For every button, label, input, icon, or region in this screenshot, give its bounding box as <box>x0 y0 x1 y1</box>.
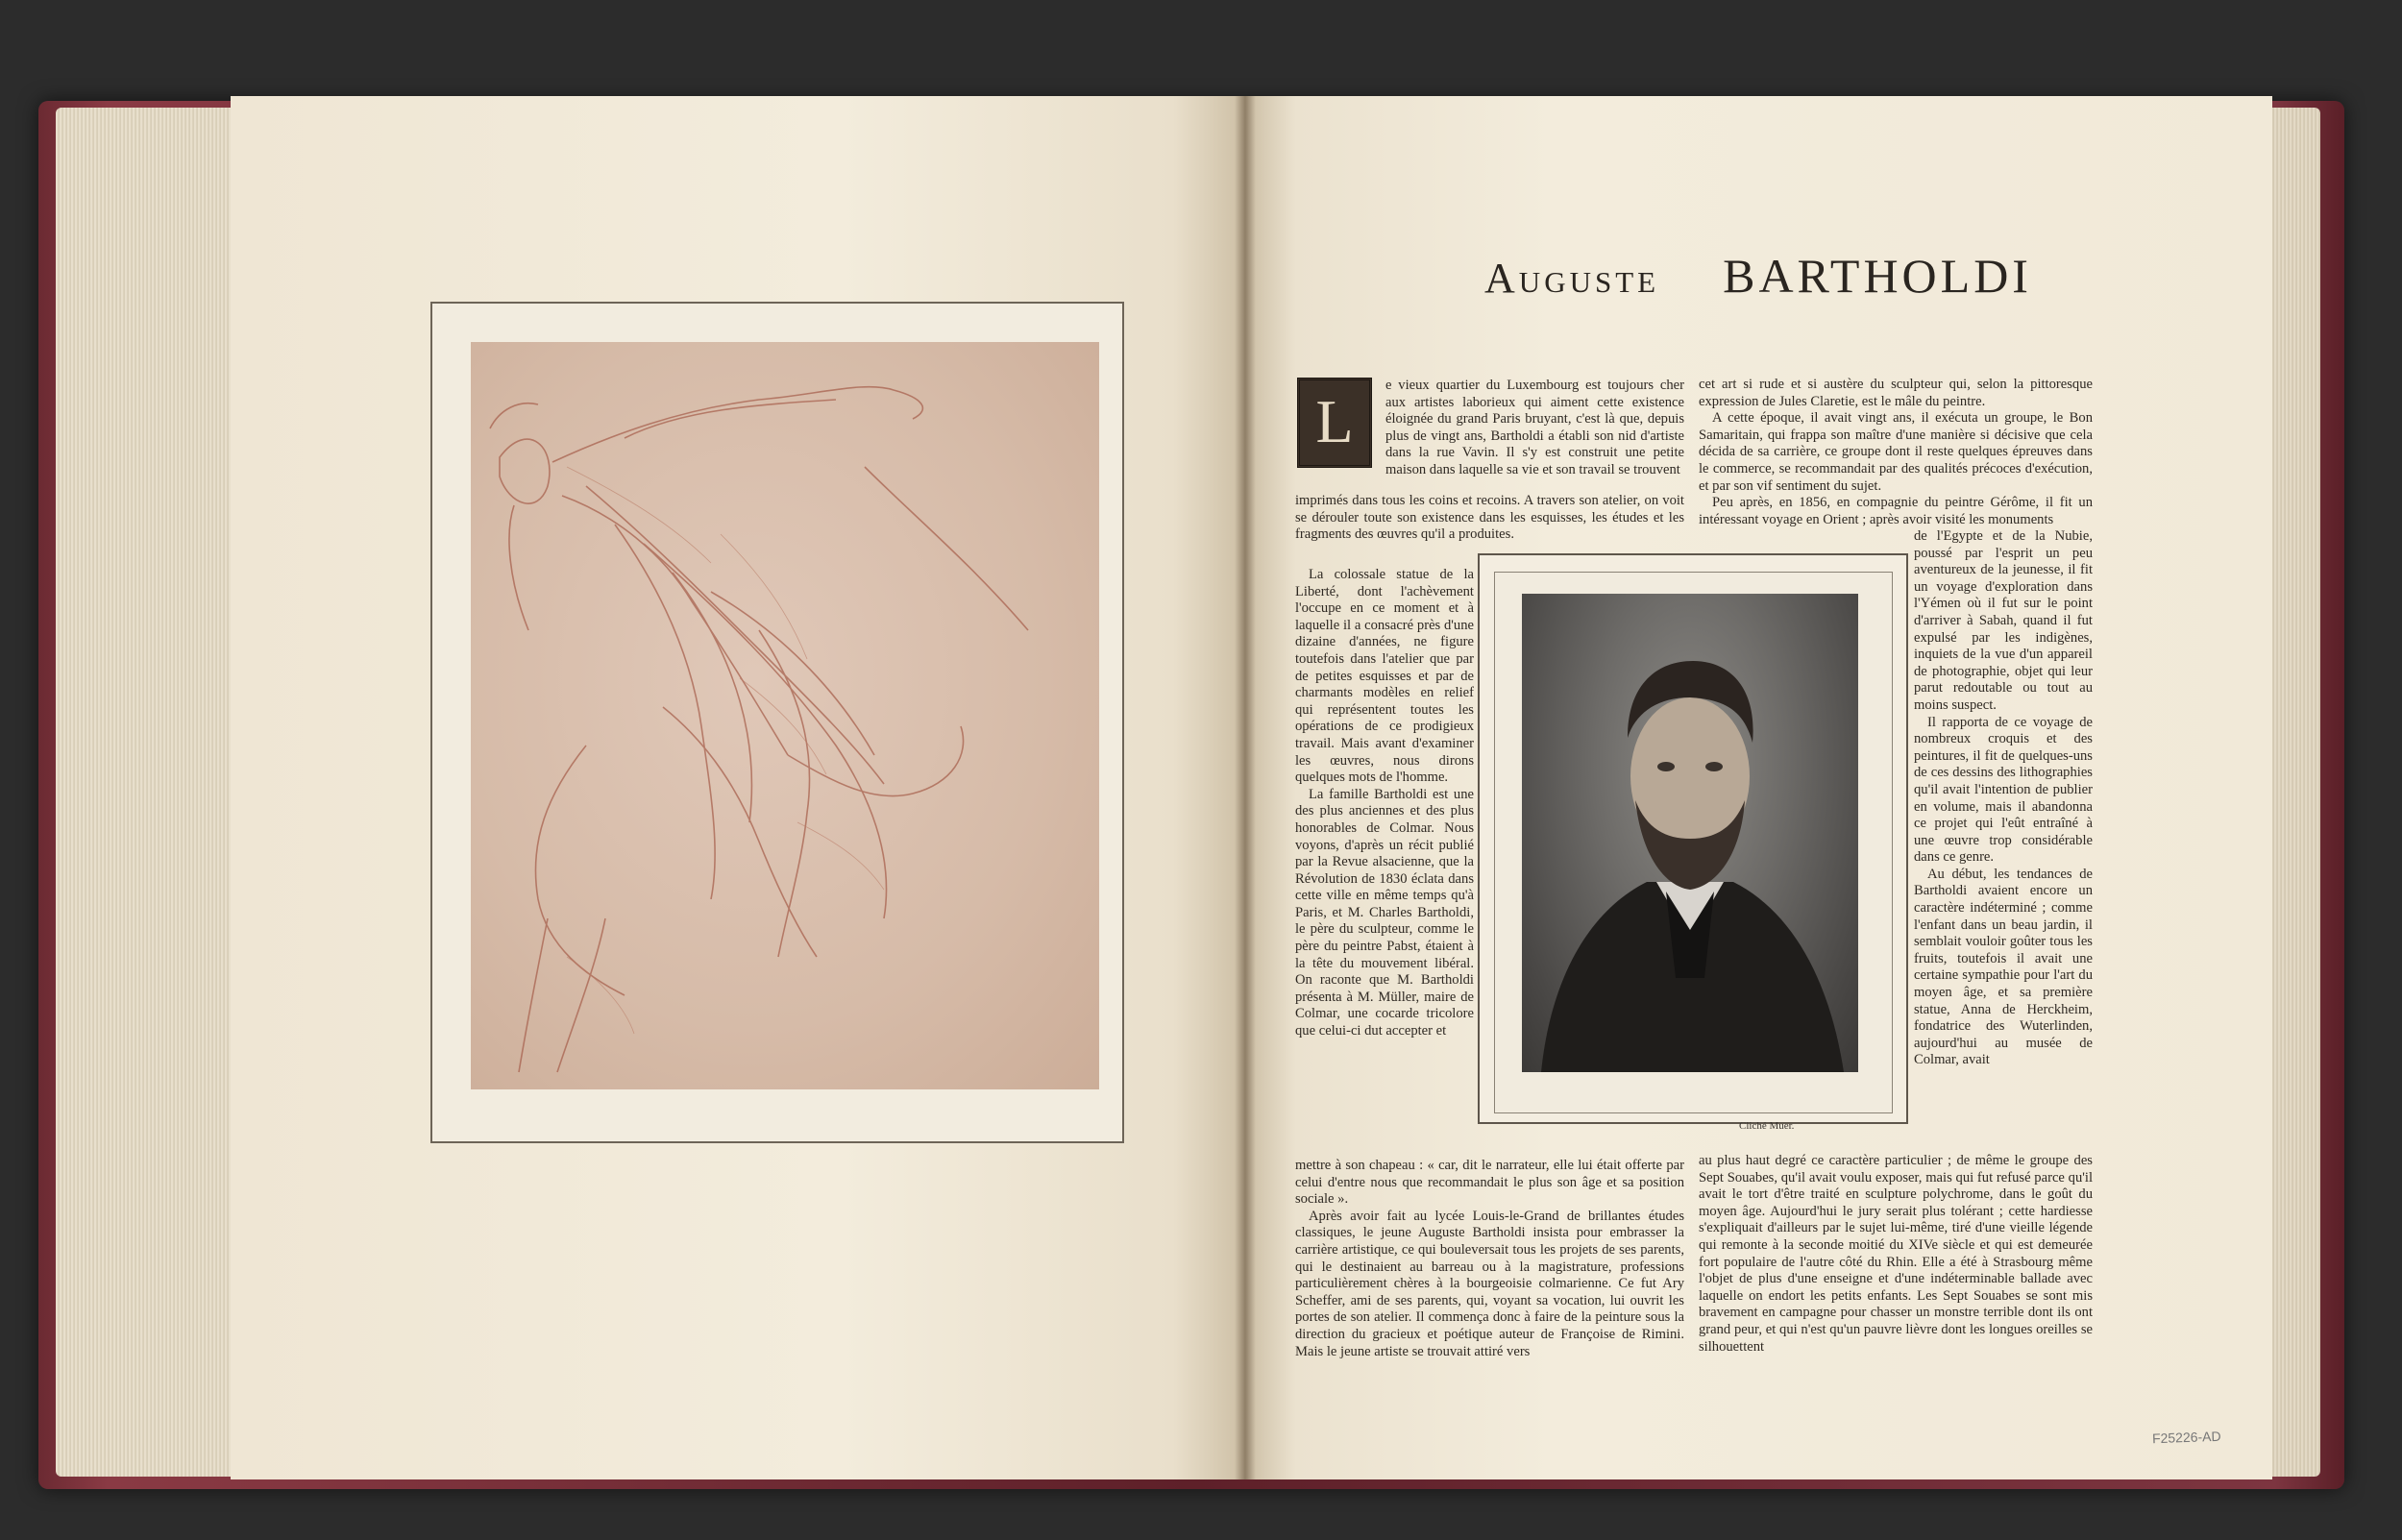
portrait-photograph <box>1522 594 1858 1072</box>
paragraph: imprimés dans tous les coins et recoins. A travers son atelier, on voit se dérouler toute son existence dans les esquisses, les études et les fragments des œuvres qu'il a produites. <box>1295 493 1684 543</box>
drop-cap <box>1297 378 1372 468</box>
paragraph: Au début, les tendances de Bartholdi avaient encore un caractère indéterminé ; comme l'enfant dans un beau jardin, il semblait vouloir goûter tous les fruits, toutefois il avait une certaine sympathie pour l'art du moyen âge, et sa première statue, Anna de Herckheim, fondatrice des Wuterlinden, aujourd'hui au musée de Colmar, avait <box>1914 866 2093 1068</box>
paragraph: cet art si rude et si austère du sculpteur qui, selon la pittoresque expression de Jules Claretie, est le mâle du peintre. <box>1699 377 2093 409</box>
left-column-opening <box>1385 378 1684 479</box>
paragraph: A cette époque, il avait vingt ans, il exécuta un groupe, le Bon Samaritain, qui frappa son maître d'une manière si décisive que cela décida de sa carrière, ce groupe dont il reste quelques épreuves dans le commerce, se recommandait par des qualités précoces d'exécution, et par son vif sentiment du sujet. <box>1699 410 2093 494</box>
article-title <box>1412 248 2104 304</box>
paragraph: Peu après, en 1856, en compagnie du peintre Gérôme, il fit un intéressant voyage en Orient ; après avoir visité les monuments <box>1699 495 2093 527</box>
right-column-bottom <box>1699 1153 2093 1356</box>
accession-number: F25226-AD <box>2151 1428 2221 1447</box>
paragraph: au plus haut degré ce caractère particulier ; de même le groupe des Sept Souabes, qu'il avait voulu exposer, mais qui fut refusé parce qu'il avait le tort d'être traité en sculpture polychrome, dans le goût du moyen âge. Aujourd'hui le jury serait plus tolérant ; cette hardiesse s'expliquait d'ailleurs par le sujet lui-même, tiré d'une vieille légende qui remonte à la seconde moitié du XIVe siècle et qui est demeurée fort populaire de l'autre côté du Rhin. Elle a été à Strasbourg même l'objet de plus d'une enseigne et d'une indéterminable ballade avec laquelle on endort les petits enfants. Les Sept Souabes se sont mis bravement en campagne pour chasser un monstre terrible dont ils ont grand peur, et qui n'est qu'un pauvre lièvre dont les longues oreilles se silhouettent <box>1699 1153 2093 1355</box>
title-last-name: BARTHOLDI <box>1723 249 2032 303</box>
paragraph: La colossale statue de la Liberté, dont l'achèvement l'occupe en ce moment et à laquelle il a consacré près d'une dizaine d'années, ne figure toutefois dans l'atelier que par de petites esquisses et par de charmants modèles en relief qui représentent toutes les opérations de ce prodigieux travail. Mais avant d'examiner les œuvres, nous dirons quelques mots de l'homme. <box>1295 567 1474 786</box>
paragraph: e vieux quartier du Luxembourg est toujours cher aux artistes laborieux qui aiment cette existence éloignée du grand Paris bruyant, c'est là que, depuis plus de vingt ans, Bartholdi a établi son nid d'artiste dans la rue Vavin. Il s'y est construit une petite maison dans laquelle sa vie et son travail se trouvent <box>1385 378 1684 477</box>
right-column-narrow <box>1914 528 2093 1069</box>
portrait-figure <box>1522 594 1858 1072</box>
left-column-narrow <box>1295 567 1474 1040</box>
drop-cap-letter: L <box>1315 387 1354 455</box>
paragraph: La famille Bartholdi est une des plus anciennes et des plus honorables de Colmar. Nous voyons, d'après un récit publié par la Revue alsacienne, que la Révolution de 1830 éclata dans cette ville en même temps qu'à Paris, et M. Charles Bartholdi, le père du sculpteur, comme le père du peintre Pabst, étaient à la tête du mouvement libéral. On raconte que M. Bartholdi présenta à M. Müller, maire de Colmar, une cocarde tricolore que celui-ci dut accepter et <box>1295 786 1474 1039</box>
sketch-drawing <box>471 342 1099 1089</box>
draped-figure-sketch <box>471 342 1099 1089</box>
book-gutter <box>1235 96 1256 1479</box>
left-page-edges <box>56 108 238 1477</box>
paragraph: mettre à son chapeau : « car, dit le narrateur, elle lui était offerte par celui d'entre nous que recommandait le plus son âge et sa position sociale ». <box>1295 1158 1684 1208</box>
paragraph: de l'Egypte et de la Nubie, poussé par l'esprit un peu aventureux de la jeunesse, il fit un voyage d'exploration dans l'Yémen où il fut sur le point d'arriver à Sabah, quand il fut expulsé par les indigènes, inquiets de la vue d'un appareil de photographie, objet qui leur parut redoutable ou tout au moins suspect. <box>1914 528 2093 713</box>
right-column-top <box>1699 377 2093 528</box>
left-column-continuation <box>1295 493 1684 544</box>
paragraph: Après avoir fait au lycée Louis-le-Grand de brillantes études classiques, le jeune Auguste Bartholdi insista pour embrasser la carrière artistique, ce qui bouleversait tous les projets de ses parents, qui le destinaient au barreau ou à la magistrature, professions particulièrement chères à la bourgeoisie colmarienne. Ce fut Ary Scheffer, ami de ses parents, qui, voyant sa vocation, lui ouvrit les portes de son atelier. Il commença donc à faire de la peinture sous la direction du gracieux et poétique auteur de Françoise de Rimini. Mais le jeune artiste se trouvait attiré vers <box>1295 1208 1684 1359</box>
left-column-bottom <box>1295 1158 1684 1360</box>
photo-credit: Cliché Muer. <box>1739 1120 1795 1132</box>
title-first-name: Auguste <box>1484 255 1660 302</box>
paragraph: Il rapporta de ce voyage de nombreux croquis et des peintures, il fit de quelques-uns de ces dessins des lithographies qu'il avait l'intention de publier en volume, mais il abandonna ce projet qui l'eût entraîné à une œuvre trop considérable dans ce genre. <box>1914 714 2093 866</box>
